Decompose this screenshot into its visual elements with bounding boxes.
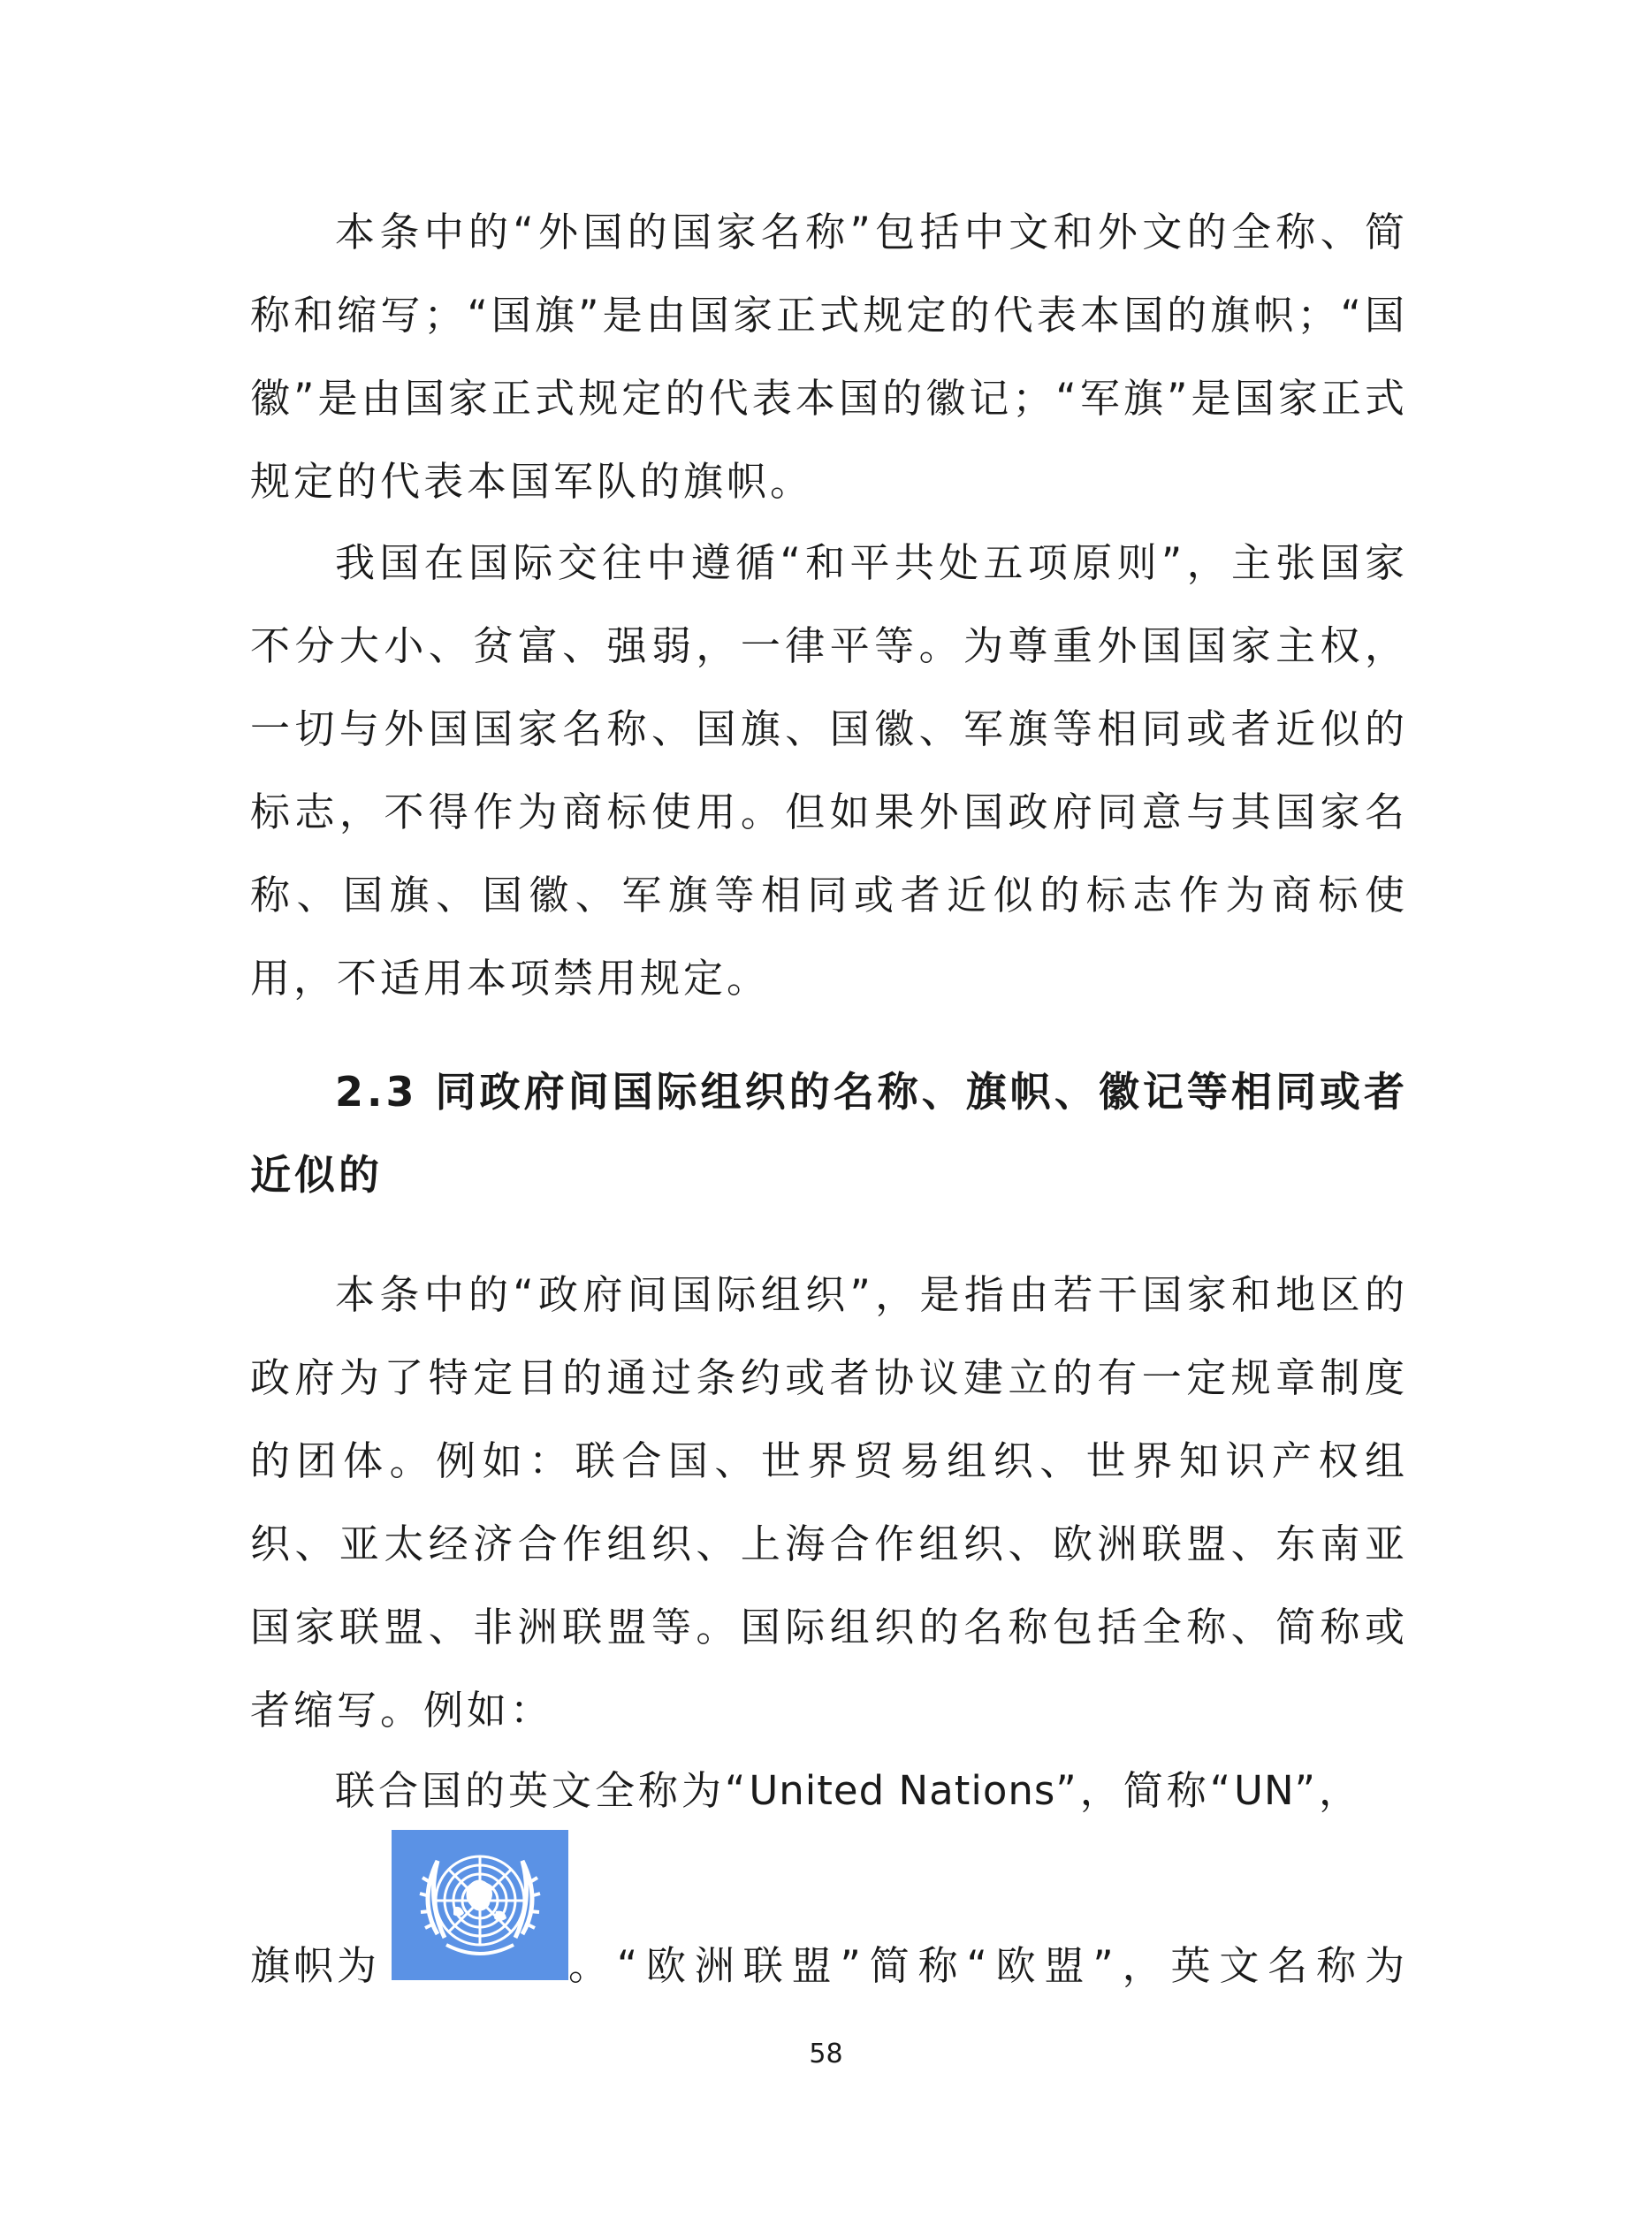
flag-line-prefix: 旗帜为 (250, 1942, 381, 1989)
section-heading-2-3: 2.3 同政府间国际组织的名称、旗帜、徽记等相同或者近似的 (250, 1068, 1408, 1199)
un-sentence-start: 联合国的英文全称为“ (335, 1767, 750, 1814)
un-flag-image (392, 1830, 568, 1980)
paragraph-un-names (250, 1749, 1408, 1833)
flag-line-suffix: 。“欧洲联盟”简称“欧盟”，英文名称为 (568, 1942, 1408, 1989)
un-sentence-end: ”， (1294, 1767, 1362, 1814)
un-emblem-icon (392, 1830, 568, 1980)
un-full-name: United Nations (749, 1767, 1056, 1814)
flag-line (250, 1830, 1408, 1989)
paragraph-foreign-state-names: 本条中的“外国的国家名称”包括中文和外文的全称、简称和缩写；“国旗”是由国家正式规定的代表本国的旗帜；“国徽”是由国家正式规定的代表本国的徽记；“军旗”是国家正式规定的代表本国军队的旗帜。 (250, 209, 1408, 505)
page-number: 58 (809, 2039, 843, 2069)
un-sentence-mid: ”，简称“ (1055, 1767, 1235, 1814)
paragraph-intergovernmental-orgs: 本条中的“政府间国际组织”，是指由若干国家和地区的政府为了特定目的通过条约或者协议建立的有一定规章制度的团体。例如：联合国、世界贸易组织、世界知识产权组织、亚太经济合作组织、上海合作组织、欧洲联盟、东南亚国家联盟、非洲联盟等。国际组织的名称包括全称、简称或者缩写。例如： (250, 1271, 1408, 1734)
un-abbreviation: UN (1234, 1767, 1295, 1814)
paragraph-peaceful-coexistence: 我国在国际交往中遵循“和平共处五项原则”，主张国家不分大小、贫富、强弱，一律平等。为尊重外国国家主权，一切与外国国家名称、国旗、国徽、军旗等相同或者近似的标志，不得作为商标使用。但如果外国政府同意与其国家名称、国旗、国徽、军旗等相同或者近似的标志作为商标使用，不适用本项禁用规定。 (250, 539, 1408, 1002)
